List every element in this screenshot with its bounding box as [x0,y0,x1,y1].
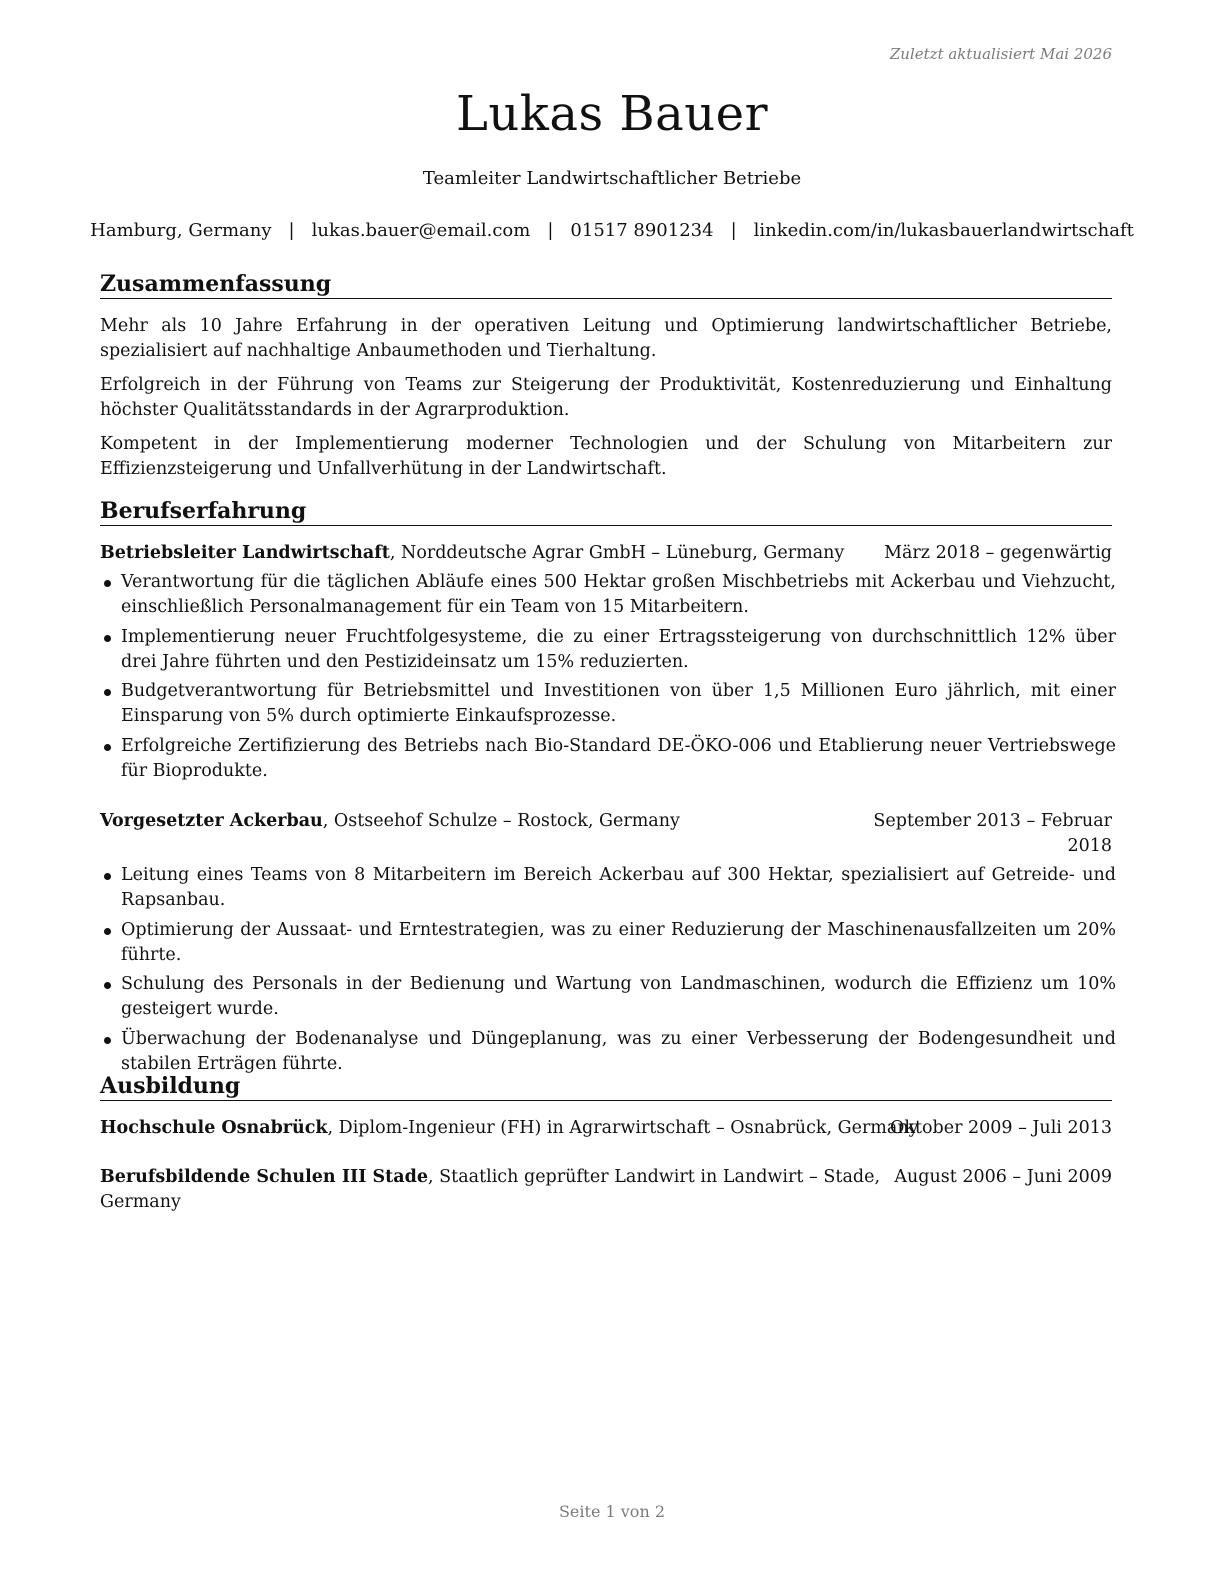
education-detail: , Staatlich geprüfter Landwirt in Landwirt – Stade, Germany [100,1167,881,1212]
contact-line [0,220,1224,241]
list-item: Budgetverantwortung für Betriebsmittel und Investitionen von über 1,5 Millionen Euro jährlich, mit einer Einsparung von 5% durch optimierte Einkaufsprozesse. [100,679,1116,729]
job-bullets-1 [100,570,1116,788]
education-date: August 2006 – Juni 2009 [894,1167,1112,1187]
summary-heading: Zusammenfassung [100,271,1112,299]
job-date: März 2018 – gegenwärtig [884,543,1112,563]
list-item: Überwachung der Bodenanalyse und Düngeplanung, was zu einer Verbesserung der Bodengesundheit und stabilen Erträgen führte. [100,1027,1116,1077]
summary-paragraph-2: Erfolgreich in der Führung von Teams zur Steigerung der Produktivität, Kostenreduzierung und Einhaltung höchster Qualitätsstandards in der Agrarproduktion. [100,375,1112,420]
list-item: Leitung eines Teams von 8 Mitarbeitern im Bereich Ackerbau auf 300 Hektar, spezialisiert auf Getreide- und Rapsanbau. [100,863,1116,913]
education-school: Berufsbildende Schulen III Stade [100,1167,428,1187]
job-header-1 [100,541,1112,566]
job-title: Betriebsleiter Landwirtschaft [100,543,390,563]
job-bullets-2 [100,863,1116,1081]
list-item: Optimierung der Aussaat- und Erntestrategien, was zu einer Reduzierung der Maschinenausfallzeiten um 20% führte. [100,918,1116,968]
contact-phone[interactable]: 01517 8901234 [570,220,714,241]
education-date: Oktober 2009 – Juli 2013 [890,1118,1112,1138]
education-entry-1 [100,1116,1112,1141]
job-company: , Ostseehof Schulze – Rostock, Germany [322,811,680,831]
contact-separator: | [547,220,554,241]
candidate-name: Lukas Bauer [455,86,769,142]
list-item: Schulung des Personals in der Bedienung und Wartung von Landmaschinen, wodurch die Effizienz um 10% gesteigert wurde. [100,972,1116,1022]
list-item: Verantwortung für die täglichen Abläufe eines 500 Hektar großen Mischbetriebs mit Ackerbau und Viehzucht, einschließlich Personalmanagement für ein Team von 15 Mitarbeitern. [100,570,1116,620]
job-title: Vorgesetzter Ackerbau [100,811,323,831]
contact-email[interactable]: lukas.bauer@email.com [311,220,531,241]
page-number: Seite 1 von 2 [558,1502,666,1521]
updated-note: Zuletzt aktualisiert Mai 2026 [889,45,1112,63]
contact-separator: | [730,220,737,241]
education-detail: , Diplom-Ingenieur (FH) in Agrarwirtschaft – Osnabrück, Germany [327,1118,919,1138]
education-heading: Ausbildung [100,1073,1112,1101]
job-header-2 [100,809,1112,856]
list-item: Implementierung neuer Fruchtfolgesysteme, die zu einer Ertragssteigerung von durchschnittlich 12% über drei Jahre führten und den Pestizideinsatz um 15% reduzierten. [100,625,1116,675]
summary-paragraph-3: Kompetent in der Implementierung moderner Technologien und der Schulung von Mitarbeitern zur Effizienzsteigerung und Unfallverhütung in der Landwirtschaft. [100,434,1112,479]
job-company: , Norddeutsche Agrar GmbH – Lüneburg, Germany [389,543,845,563]
contact-location: Hamburg, Germany [90,220,272,241]
experience-heading: Berufserfahrung [100,498,1112,526]
education-entry-2 [100,1165,1112,1215]
summary-paragraph-1: Mehr als 10 Jahre Erfahrung in der operativen Leitung und Optimierung landwirtschaftlicher Betriebe, spezialisiert auf nachhaltige Anbaumethoden und Tierhaltung. [100,316,1112,361]
education-school: Hochschule Osnabrück [100,1118,328,1138]
contact-linkedin[interactable]: linkedin.com/in/lukasbauerlandwirtschaft [753,220,1134,241]
list-item: Erfolgreiche Zertifizierung des Betriebs nach Bio-Standard DE-ÖKO-006 und Etablierung neuer Vertriebswege für Bioprodukte. [100,734,1116,784]
contact-separator: | [288,220,295,241]
candidate-subtitle: Teamleiter Landwirtschaftlicher Betriebe [422,168,802,189]
job-date: September 2013 – Februar 2018 [873,811,1112,856]
